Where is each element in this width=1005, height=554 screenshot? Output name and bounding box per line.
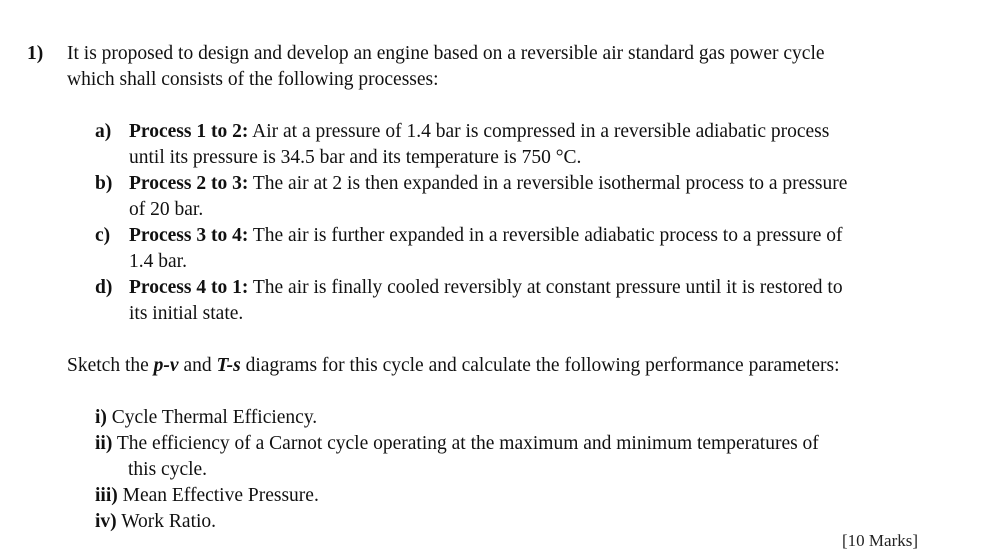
process-label: c) bbox=[95, 225, 111, 246]
marks-label: [10 Marks] bbox=[842, 531, 919, 550]
process-label: d) bbox=[95, 277, 113, 298]
process-item bbox=[95, 171, 965, 223]
process-label: b) bbox=[95, 173, 113, 194]
process-line-2: its initial state. bbox=[129, 303, 244, 324]
process-line-1: The air is further expanded in a reversible adiabatic process to a pressure of bbox=[248, 225, 843, 246]
process-heading: Process 2 to 3: bbox=[129, 173, 249, 194]
process-label: a) bbox=[95, 121, 112, 142]
parameter-label: ii) bbox=[95, 433, 113, 454]
intro-line-2: which shall consists of the following processes: bbox=[67, 69, 439, 90]
process-line-1: The air at 2 is then expanded in a reversible isothermal process to a pressure bbox=[248, 173, 848, 194]
process-line-2: 1.4 bar. bbox=[129, 251, 187, 272]
parameter-item bbox=[95, 509, 965, 535]
question-number: 1) bbox=[27, 43, 44, 64]
intro-line-1: It is proposed to design and develop an engine based on a reversible air standard gas power cycle bbox=[67, 43, 825, 64]
sketch-and: and bbox=[178, 355, 217, 376]
parameter-line-1: Cycle Thermal Efficiency. bbox=[106, 407, 318, 428]
process-text bbox=[129, 171, 965, 223]
process-heading: Process 3 to 4: bbox=[129, 225, 249, 246]
process-line-1: Air at a pressure of 1.4 bar is compressed in a reversible adiabatic process bbox=[248, 121, 830, 142]
process-item bbox=[95, 119, 965, 171]
parameter-item bbox=[95, 431, 965, 483]
process-line-2: of 20 bar. bbox=[129, 199, 204, 220]
process-heading: Process 4 to 1: bbox=[129, 277, 249, 298]
process-item bbox=[95, 223, 965, 275]
process-text bbox=[129, 275, 965, 327]
process-line-2: until its pressure is 34.5 bar and its temperature is 750 °C. bbox=[129, 147, 582, 168]
sketch-instruction bbox=[67, 353, 967, 379]
process-heading: Process 1 to 2: bbox=[129, 121, 249, 142]
question-intro bbox=[67, 41, 967, 93]
parameter-item bbox=[95, 405, 965, 431]
parameter-line-1: Mean Effective Pressure. bbox=[117, 485, 319, 506]
parameter-label: iii) bbox=[95, 485, 118, 506]
sketch-suffix: diagrams for this cycle and calculate the following performance parameters: bbox=[240, 355, 840, 376]
parameter-label: iv) bbox=[95, 511, 117, 532]
process-text bbox=[129, 119, 965, 171]
sketch-prefix: Sketch the bbox=[67, 355, 154, 376]
process-line-1: The air is finally cooled reversibly at constant pressure until it is restored to bbox=[248, 277, 843, 298]
parameter-label: i) bbox=[95, 407, 107, 428]
parameter-line-1: The efficiency of a Carnot cycle operating at the maximum and minimum temperatures of bbox=[112, 433, 819, 454]
pv-diagram-label: p-v bbox=[153, 355, 179, 376]
parameter-item bbox=[95, 483, 965, 509]
parameter-line-1: Work Ratio. bbox=[116, 511, 217, 532]
process-text bbox=[129, 223, 965, 275]
parameter-line-2: this cycle. bbox=[128, 459, 208, 480]
process-item bbox=[95, 275, 965, 327]
ts-diagram-label: T-s bbox=[216, 355, 241, 376]
